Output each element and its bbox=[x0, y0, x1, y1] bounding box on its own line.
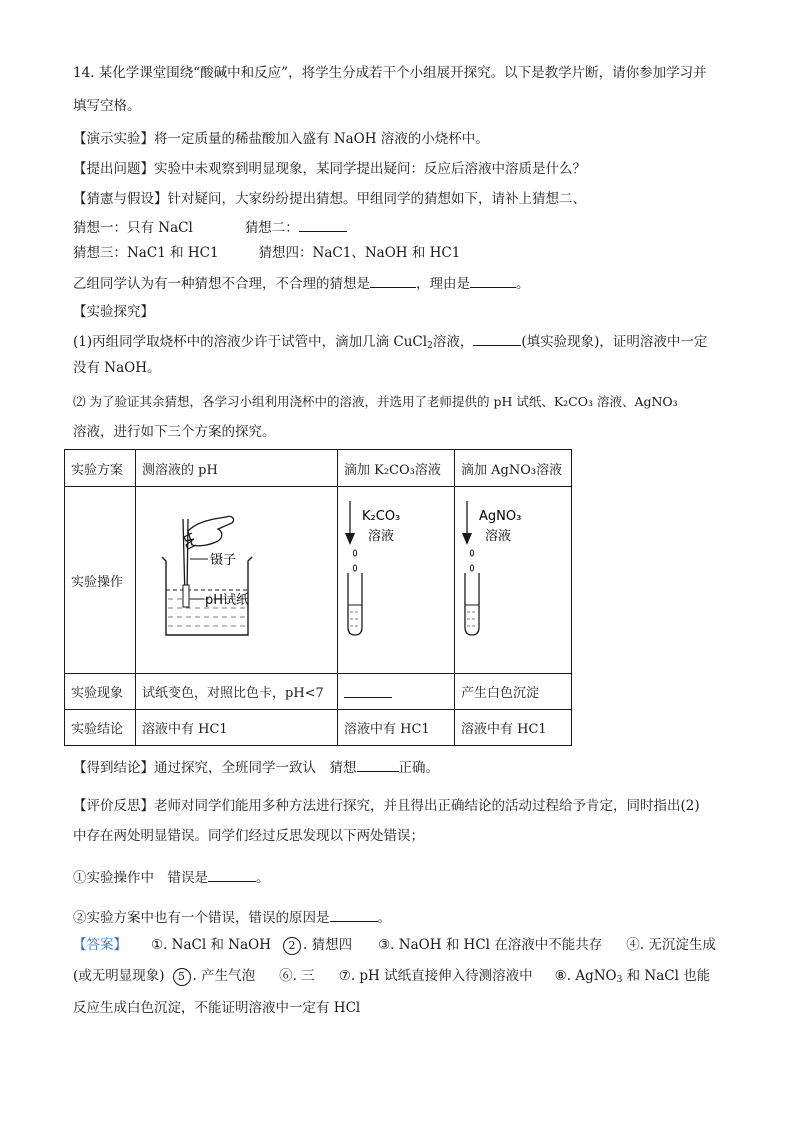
agno3-figure bbox=[455, 487, 571, 669]
droplet bbox=[470, 550, 473, 556]
reflection-cont: 中存在两处明显错误。同学们经过反思发现以下两处错误； bbox=[73, 828, 424, 844]
cucl2-phenomenon-blank[interactable] bbox=[473, 330, 521, 346]
table-header: 滴加 K₂CO₃溶液 bbox=[338, 450, 455, 487]
table-cell: 溶液中有 HC1 bbox=[455, 710, 572, 746]
reason-blank[interactable] bbox=[470, 272, 516, 288]
row-label: 实验现象 bbox=[65, 674, 136, 710]
agno3-label: AgNO₃ bbox=[479, 509, 522, 524]
hand-outline bbox=[188, 516, 234, 545]
step-one-cont: 没有 NaOH。 bbox=[73, 360, 161, 376]
group-b-opinion: 乙组同学认为有一种猜想不合理，不合理的猜想是 ，理由是 。 bbox=[73, 272, 733, 294]
reflection: 【评价反思】老师对同学们能用多种方法进行探究，并且得出正确结论的活动过程给予肯定，同时指出(2) bbox=[73, 798, 700, 814]
step-two-cont: 溶液，进行如下三个方案的探究。 bbox=[73, 424, 276, 440]
table-cell: 溶液中有 HC1 bbox=[338, 710, 455, 746]
circled-number: 5 bbox=[173, 968, 191, 986]
error-one: ①实验操作中 错误是 。 bbox=[73, 866, 733, 888]
guess-two: 猜想二： bbox=[244, 220, 299, 236]
step-one: (1)丙组同学取烧杯中的溶液少许于试管中，滴加几滴 CuCl$_2$溶液， (填实验现象)，证明溶液中一定 bbox=[73, 330, 733, 352]
table-header-row bbox=[65, 450, 572, 487]
raise-question: 【提出问题】实验中未观察到明显现象，某同学提出疑问：反应后溶液中溶质是什么？ bbox=[73, 161, 586, 177]
row-label: 实验结论 bbox=[65, 710, 136, 746]
hypothesis: 【猜憲与假设】针对疑问，大家纷纷提出猜想。甲组同学的猜想如下，请补上猜想二、 bbox=[73, 191, 586, 207]
question-intro: 14. 某化学课堂围绕“酸碱中和反应”，将学生分成若干个小组展开探究。以下是教学片断，请你参加学习并 bbox=[73, 65, 707, 81]
ph-test-figure bbox=[136, 487, 337, 669]
guesses-row-2 bbox=[73, 243, 733, 263]
ph-paper-strip bbox=[183, 585, 189, 607]
guess-three: 猜想三：NaC1 和 HC1 bbox=[73, 245, 219, 261]
tube-liquid bbox=[350, 612, 360, 626]
answer-label: 【答案】 bbox=[73, 937, 127, 953]
ph-paper-label: pH试纸 bbox=[205, 593, 250, 608]
k2co3-phenomenon-blank-cell bbox=[338, 674, 455, 710]
guesses-row-1 bbox=[73, 216, 733, 238]
get-conclusion: 【得到结论】通过探究，全班同学一致认 猜想 正确。 bbox=[73, 756, 733, 778]
drop-arrow-head bbox=[462, 533, 472, 545]
table-cell: 试纸变色，对照比色卡，pH<7 bbox=[136, 674, 338, 710]
row-label: 实验操作 bbox=[65, 487, 136, 674]
k2co3-figure-cell bbox=[338, 487, 455, 674]
answer-line-2: (或无明显现象) 5 . 产生气泡 ⑥. 三 ⑦. pH 试纸直接伸入待测溶液中 ⑧. AgNO$_3$ 和 NaCl 也能 bbox=[73, 968, 711, 985]
circled-number: 2 bbox=[283, 937, 301, 955]
table-header: 实验方案 bbox=[65, 450, 136, 487]
table-header: 滴加 AgNO₃溶液 bbox=[455, 450, 572, 487]
error-one-blank[interactable] bbox=[208, 866, 256, 882]
table-cell: 产生白色沉淀 bbox=[455, 674, 572, 710]
drop-arrow-head bbox=[345, 533, 355, 545]
droplet bbox=[353, 550, 356, 556]
k2co3-label: K₂CO₃ bbox=[362, 509, 401, 524]
agno3-solution-label: 溶液 bbox=[485, 529, 512, 544]
guess-two-blank[interactable] bbox=[299, 216, 347, 232]
agno3-figure-cell bbox=[455, 487, 572, 674]
error-two: ②实验方案中也有一个错误，错误的原因是 。 bbox=[73, 906, 733, 928]
k2co3-figure bbox=[338, 487, 454, 669]
droplet bbox=[470, 565, 473, 571]
table-row-operation bbox=[65, 487, 572, 674]
explore-heading: 【实验探究】 bbox=[73, 304, 154, 320]
k2co3-phenomenon-blank[interactable] bbox=[344, 682, 392, 698]
unreasonable-guess-blank[interactable] bbox=[370, 272, 416, 288]
ph-test-figure-cell bbox=[136, 487, 338, 674]
table-header: 测溶液的 pH bbox=[136, 450, 338, 487]
correct-guess-blank[interactable] bbox=[357, 756, 399, 772]
tweezers-label: 镊子 bbox=[210, 553, 237, 568]
demo-experiment: 【演示实验】将一定质量的稀盐酸加入盛有 NaOH 溶液的小烧杯中。 bbox=[73, 131, 489, 147]
guess-one: 猜想一：只有 NaCl bbox=[73, 220, 193, 236]
guess-four: 猜想四：NaC1、NaOH 和 HC1 bbox=[258, 245, 461, 261]
answer-line-3: 反应生成白色沉淀，不能证明溶液中一定有 HCl bbox=[73, 1000, 361, 1016]
error-two-blank[interactable] bbox=[330, 906, 378, 922]
droplet bbox=[353, 565, 356, 571]
tube-liquid bbox=[467, 612, 477, 626]
experiment-table bbox=[64, 449, 572, 746]
step-two: ⑵ 为了验证其余猜想，各学习小组利用浇杯中的溶液，并选用了老师提供的 pH 试纸、K₂CO₃ 溶液、AgNO₃ bbox=[73, 394, 678, 409]
table-row-phenomenon bbox=[65, 674, 572, 710]
table-row-conclusion bbox=[65, 710, 572, 746]
k2co3-solution-label: 溶液 bbox=[368, 529, 395, 544]
table-cell: 溶液中有 HC1 bbox=[136, 710, 338, 746]
question-intro-cont: 填写空格。 bbox=[73, 98, 141, 114]
answer-line-1: 【答案】 ①. NaCl 和 NaOH 2 . 猜想四 ③. NaOH 和 HCl 在溶液中不能共存 ④. 无沉淀生成 bbox=[73, 937, 716, 953]
